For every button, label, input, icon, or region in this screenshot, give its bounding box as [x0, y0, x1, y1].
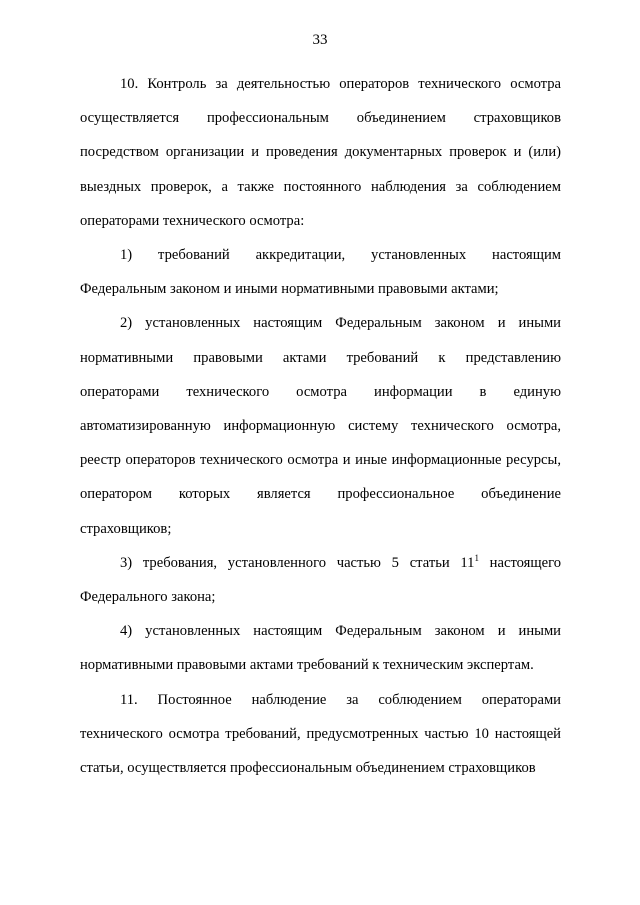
- paragraph-10: 10. Контроль за деятельностью операторов технического осмотра осуществляется профессиональным объединением страховщиков посредством организации и проведения документарных проверок и (или) выездных проверок, а также постоянного наблюдения за соблюдением операторами технического осмотра:: [80, 76, 561, 229]
- list-item-2: 2) установленных настоящим Федеральным законом и иными нормативными правовыми актами требований к представлению операторами технического осмотра информации в единую автоматизированную информационную систему технического осмотра, реестр операторов технического осмотра и иные информационные ресурсы, оператором которых является профессиональное объединение страховщиков;: [80, 315, 561, 537]
- list-item-3-text: 3) требования, установленного частью 5 статьи 11: [120, 554, 475, 571]
- page-number: 33: [312, 32, 328, 48]
- document-body: [80, 67, 561, 785]
- list-item-1: 1) требований аккредитации, установленных настоящим Федеральным законом и иными нормативными правовыми актами;: [80, 247, 561, 298]
- paragraph-11: 11. Постоянное наблюдение за соблюдением операторами технического осмотра требований, предусмотренных частью 10 настоящей статьи, осуществляется профессиональным объединением страховщиков: [80, 691, 561, 777]
- list-item-3-text-end: настоящего Федерального закона;: [80, 554, 561, 606]
- superscript: 1: [474, 552, 479, 563]
- list-item-4: 4) установленных настоящим Федеральным законом и иными нормативными правовыми актами требований к техническим экспертам.: [80, 623, 561, 674]
- list-item-3: [80, 546, 561, 614]
